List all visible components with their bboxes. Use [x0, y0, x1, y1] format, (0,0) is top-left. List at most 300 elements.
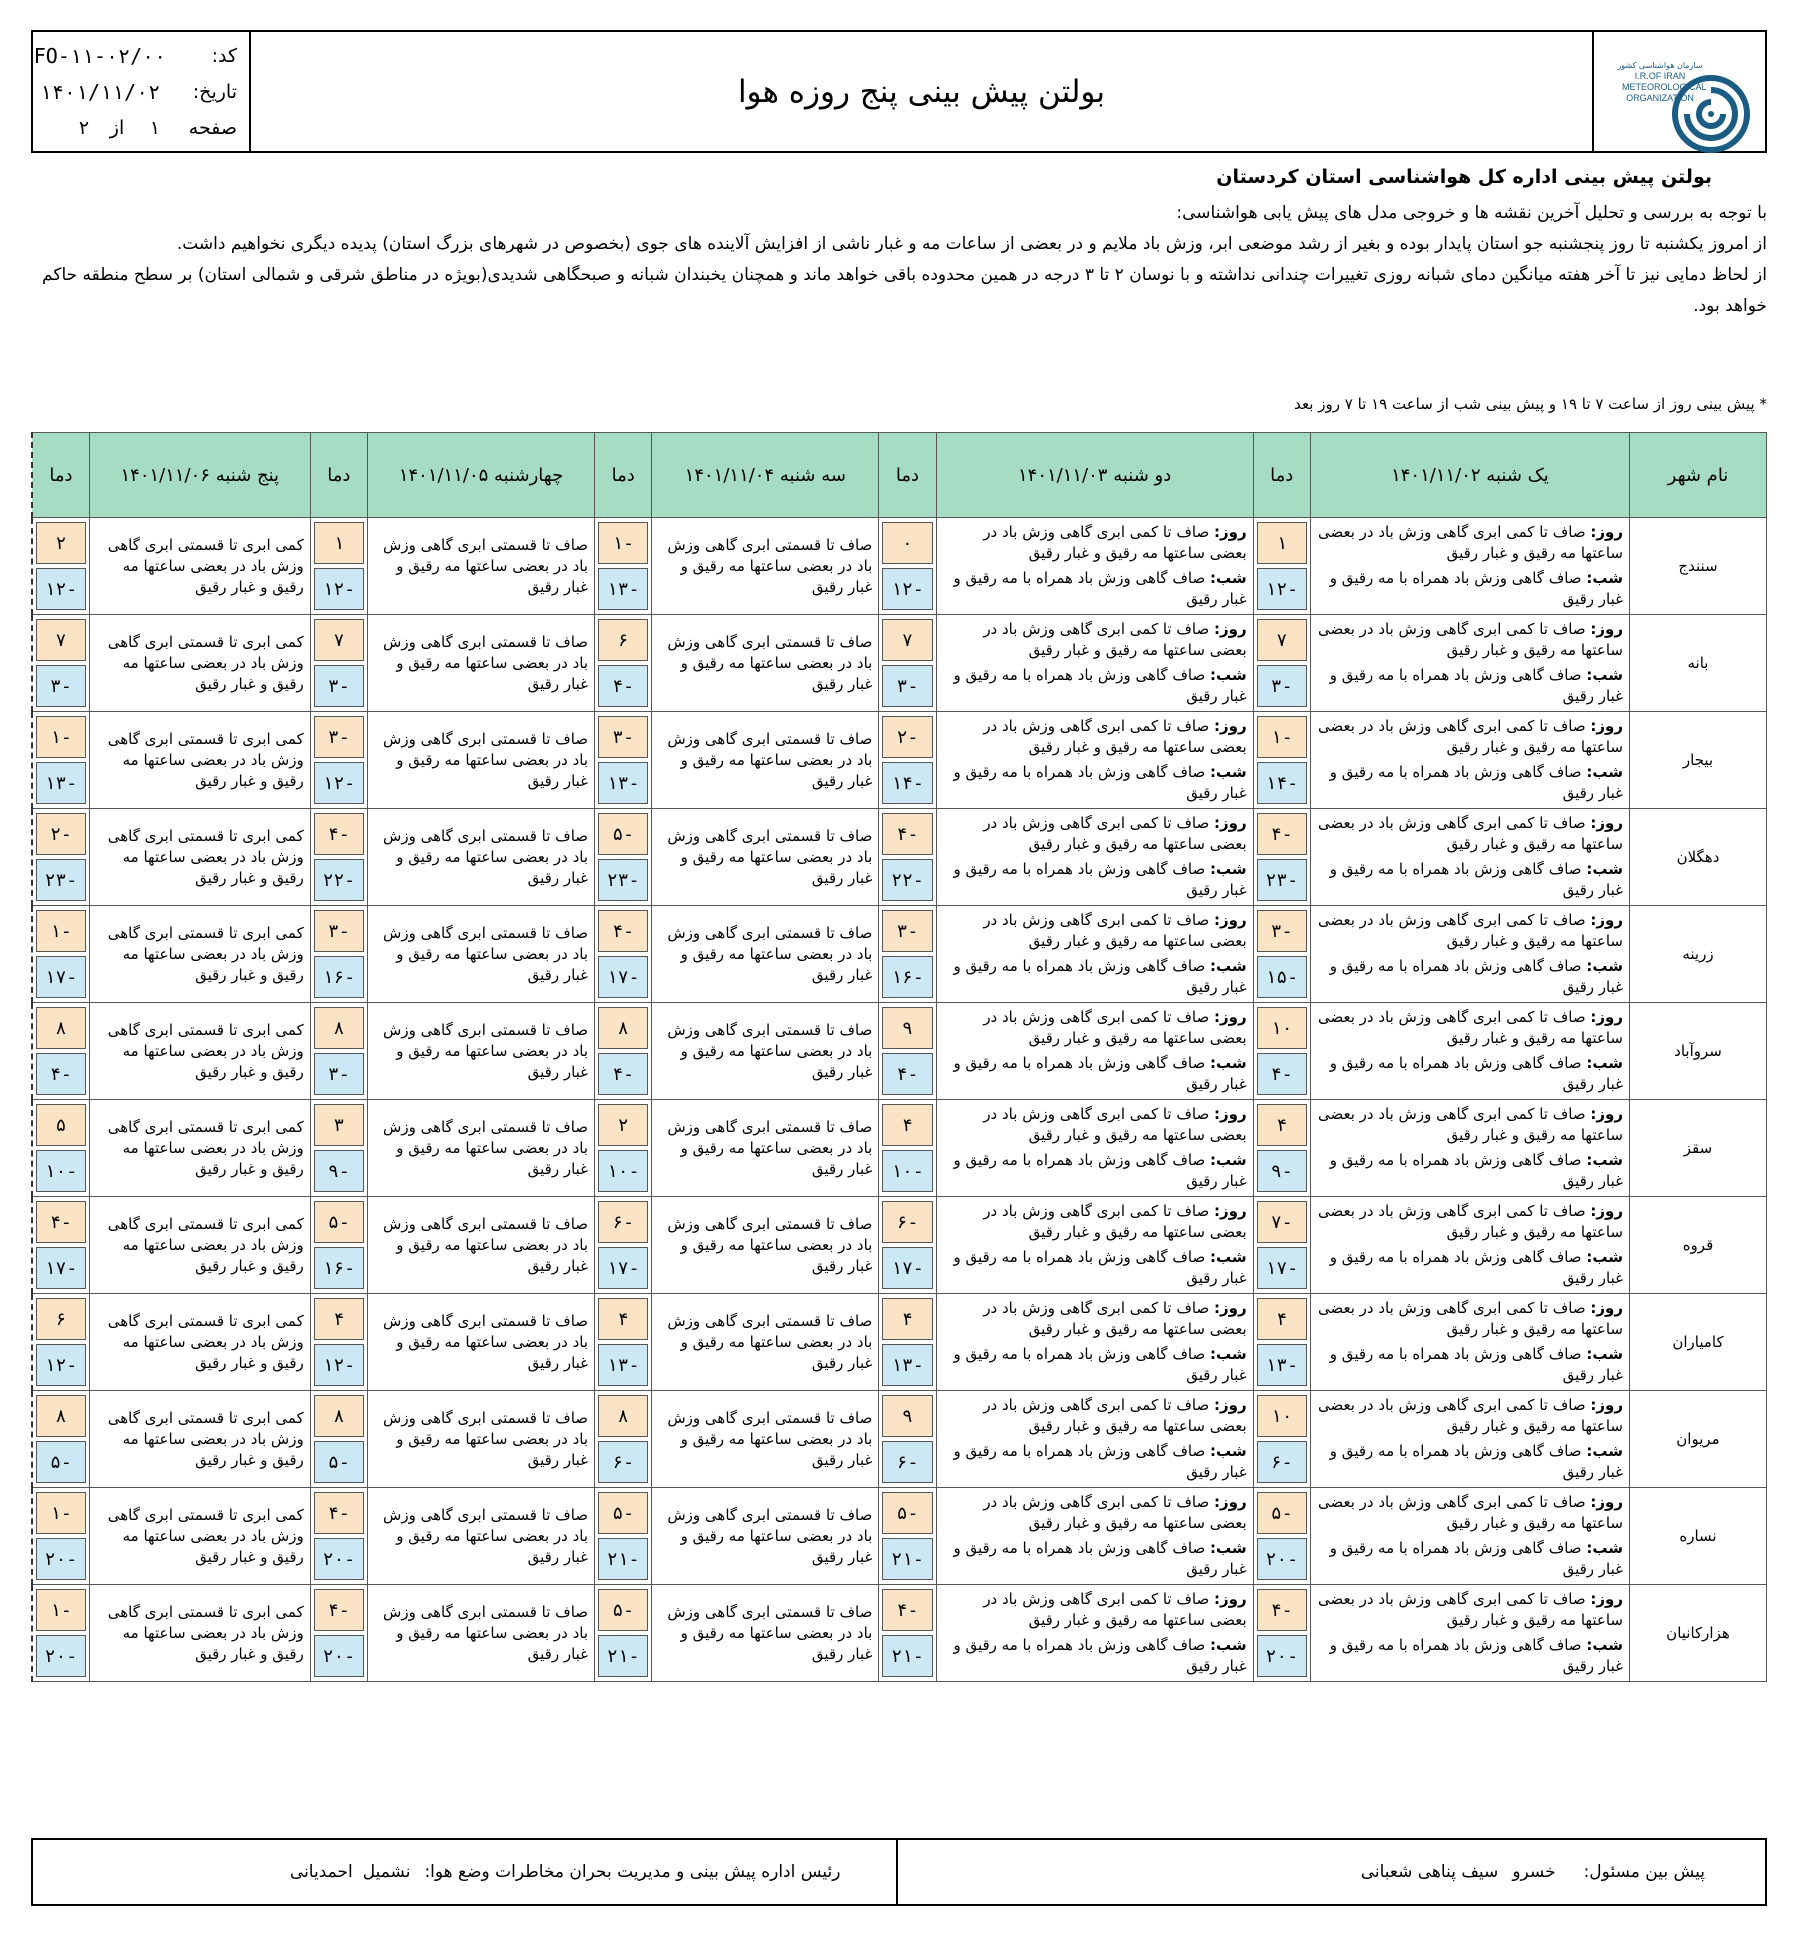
max-temp: -۵ [598, 813, 648, 855]
day-forecast [943, 522, 1247, 564]
min-temp: -۲۱ [598, 1538, 648, 1580]
temp-header: دما [879, 433, 936, 518]
night-text: صاف گاهی وزش باد همراه با مه رقیق و غبار رقیق [953, 1442, 1247, 1481]
forecast-description [1310, 1197, 1629, 1294]
temperature-cell [1253, 906, 1310, 1003]
min-temp: -۱۲ [882, 568, 932, 610]
day-label: روز: [1214, 620, 1247, 638]
forecast-text: کمی ابری تا قسمتی ابری گاهی وزش باد در بعضی ساعتها مه رقیق و غبار رقیق [107, 1311, 304, 1372]
table-row [32, 518, 1767, 615]
day-header: چهارشنبه ۱۴۰۱/۱۱/۰۵ [368, 433, 595, 518]
day-label: روز: [1214, 1202, 1247, 1220]
forecast-description [368, 906, 595, 1003]
night-label: شب: [1209, 569, 1247, 587]
min-temp: -۴ [1257, 1053, 1307, 1095]
day-label: روز: [1590, 1396, 1623, 1414]
min-temp: -۱۳ [1257, 1344, 1307, 1386]
max-temp: ۸ [36, 1007, 86, 1049]
logo-text-fa: سازمان هواشناسی کشور [1617, 61, 1703, 70]
night-text: صاف گاهی وزش باد همراه با مه رقیق و غبار رقیق [1329, 1248, 1623, 1287]
night-label: شب: [1209, 666, 1247, 684]
day-header: یک شنبه ۱۴۰۱/۱۱/۰۲ [1310, 433, 1629, 518]
max-temp: ۴ [1257, 1104, 1307, 1146]
day-forecast [943, 1104, 1247, 1146]
night-forecast [1317, 1441, 1623, 1483]
night-forecast [1317, 1150, 1623, 1192]
forecast-description [368, 1100, 595, 1197]
night-text: صاف گاهی وزش باد همراه با مه رقیق و غبار رقیق [1329, 1442, 1623, 1481]
table-row [32, 809, 1767, 906]
temperature-cell [310, 1003, 367, 1100]
forecast-text: صاف تا قسمتی ابری گاهی وزش باد در بعضی ساعتها مه رقیق و غبار رقیق [667, 1408, 873, 1469]
forecast-text: کمی ابری تا قسمتی ابری گاهی وزش باد در بعضی ساعتها مه رقیق و غبار رقیق [107, 826, 304, 887]
forecast-description [1310, 906, 1629, 1003]
temperature-cell [310, 1391, 367, 1488]
day-header: سه شنبه ۱۴۰۱/۱۱/۰۴ [652, 433, 879, 518]
logo [1592, 32, 1765, 151]
forecast-description [936, 1488, 1253, 1585]
night-forecast [943, 568, 1247, 610]
forecast-description [652, 615, 879, 712]
day-forecast [1317, 1589, 1623, 1631]
min-temp: -۳ [314, 1053, 364, 1095]
head-label: رئیس اداره پیش بینی و مدیریت بحران مخاطرات وضع هوا: [424, 1862, 841, 1882]
temperature-cell [310, 1294, 367, 1391]
max-temp: ۴ [314, 1298, 364, 1340]
night-label: شب: [1209, 957, 1247, 975]
forecast-description [368, 1003, 595, 1100]
forecast-description [936, 1294, 1253, 1391]
temperature-cell [595, 809, 652, 906]
head-last-name: احمدیانی [289, 1862, 353, 1882]
temp-header: دما [32, 433, 89, 518]
forecast-description [89, 1003, 310, 1100]
min-temp: -۳ [314, 665, 364, 707]
forecast-text: کمی ابری تا قسمتی ابری گاهی وزش باد در بعضی ساعتها مه رقیق و غبار رقیق [107, 1117, 304, 1178]
page-row [33, 112, 249, 144]
temperature-cell [1253, 1488, 1310, 1585]
forecast-description [368, 809, 595, 906]
max-temp: ۸ [598, 1395, 648, 1437]
day-forecast [1317, 522, 1623, 564]
temperature-cell [32, 906, 89, 1003]
min-temp: -۲۰ [36, 1538, 86, 1580]
max-temp: ۸ [314, 1007, 364, 1049]
temperature-cell [32, 1003, 89, 1100]
forecast-text: کمی ابری تا قسمتی ابری گاهی وزش باد در بعضی ساعتها مه رقیق و غبار رقیق [107, 1020, 304, 1081]
day-label: روز: [1214, 1396, 1247, 1414]
day-text: صاف تا کمی ابری گاهی وزش باد در بعضی ساعتها مه رقیق و غبار رقیق [1317, 1299, 1623, 1338]
forecast-description [936, 712, 1253, 809]
night-text: صاف گاهی وزش باد همراه با مه رقیق و غبار رقیق [1329, 1345, 1623, 1384]
max-temp: -۲ [36, 813, 86, 855]
forecast-text: صاف تا قسمتی ابری گاهی وزش باد در بعضی ساعتها مه رقیق و غبار رقیق [383, 1020, 589, 1081]
day-forecast [1317, 619, 1623, 661]
night-text: صاف گاهی وزش باد همراه با مه رقیق و غبار رقیق [953, 1539, 1247, 1578]
day-text: صاف تا کمی ابری گاهی وزش باد در بعضی ساعتها مه رقیق و غبار رقیق [983, 1105, 1247, 1144]
night-forecast [943, 1441, 1247, 1483]
day-text: صاف تا کمی ابری گاهی وزش باد در بعضی ساعتها مه رقیق و غبار رقیق [1317, 1105, 1623, 1144]
forecast-description [652, 1585, 879, 1682]
forecast-description [89, 712, 310, 809]
night-label: شب: [1586, 666, 1623, 684]
night-forecast [1317, 762, 1623, 804]
temperature-cell [595, 1100, 652, 1197]
night-text: صاف گاهی وزش باد همراه با مه رقیق و غبار رقیق [953, 666, 1247, 705]
forecast-description [1310, 1100, 1629, 1197]
max-temp: -۱ [36, 716, 86, 758]
min-temp: -۱۵ [1257, 956, 1307, 998]
forecast-text: صاف تا قسمتی ابری گاهی وزش باد در بعضی ساعتها مه رقیق و غبار رقیق [667, 1505, 873, 1566]
min-temp: -۵ [314, 1441, 364, 1483]
table-row [32, 1197, 1767, 1294]
forecast-description [936, 906, 1253, 1003]
day-text: صاف تا کمی ابری گاهی وزش باد در بعضی ساعتها مه رقیق و غبار رقیق [983, 1590, 1247, 1629]
night-forecast [1317, 1344, 1623, 1386]
temperature-cell [32, 615, 89, 712]
table-row [32, 1100, 1767, 1197]
night-forecast [943, 1053, 1247, 1095]
min-temp: -۱۶ [882, 956, 932, 998]
forecast-table [31, 432, 1767, 1682]
day-forecast [1317, 1395, 1623, 1437]
temperature-cell [1253, 809, 1310, 906]
night-forecast [1317, 1538, 1623, 1580]
table-row [32, 1391, 1767, 1488]
forecast-text: صاف تا قسمتی ابری گاهی وزش باد در بعضی ساعتها مه رقیق و غبار رقیق [667, 632, 873, 693]
night-forecast [1317, 956, 1623, 998]
max-temp: ۳ [314, 1104, 364, 1146]
night-text: صاف گاهی وزش باد همراه با مه رقیق و غبار رقیق [953, 763, 1247, 802]
max-temp: ۲ [36, 522, 86, 564]
max-temp: ۴ [598, 1298, 648, 1340]
city-name: بیجار [1629, 712, 1766, 809]
max-temp: ۵ [36, 1104, 86, 1146]
night-text: صاف گاهی وزش باد همراه با مه رقیق و غبار رقیق [953, 1345, 1247, 1384]
temperature-cell [595, 1488, 652, 1585]
date-row [33, 76, 249, 108]
forecast-description [368, 1294, 595, 1391]
temperature-cell [32, 1585, 89, 1682]
night-forecast [943, 1538, 1247, 1580]
day-label: روز: [1214, 814, 1247, 832]
night-label: شب: [1209, 1345, 1247, 1363]
city-name: قروه [1629, 1197, 1766, 1294]
forecast-text: صاف تا قسمتی ابری گاهی وزش باد در بعضی ساعتها مه رقیق و غبار رقیق [667, 1214, 873, 1275]
day-text: صاف تا کمی ابری گاهی وزش باد در بعضی ساعتها مه رقیق و غبار رقیق [983, 717, 1247, 756]
department-head [33, 1840, 896, 1904]
met-organization-logo-icon [1671, 74, 1751, 154]
night-forecast [1317, 665, 1623, 707]
day-label: روز: [1214, 911, 1247, 929]
max-temp: -۴ [314, 1589, 364, 1631]
forecast-description [89, 1585, 310, 1682]
city-name: سقز [1629, 1100, 1766, 1197]
day-text: صاف تا کمی ابری گاهی وزش باد در بعضی ساعتها مه رقیق و غبار رقیق [1317, 911, 1623, 950]
max-temp: ۷ [882, 619, 932, 661]
day-forecast [1317, 813, 1623, 855]
forecast-description [652, 1294, 879, 1391]
max-temp: -۴ [598, 910, 648, 952]
max-temp: ۱ [1257, 522, 1307, 564]
temperature-cell [879, 1488, 936, 1585]
night-text: صاف گاهی وزش باد همراه با مه رقیق و غبار رقیق [953, 1248, 1247, 1287]
max-temp: -۵ [598, 1589, 648, 1631]
day-forecast [1317, 1007, 1623, 1049]
max-temp: -۶ [598, 1201, 648, 1243]
min-temp: -۲۲ [882, 859, 932, 901]
max-temp: ۱ [314, 522, 364, 564]
max-temp: -۴ [314, 1492, 364, 1534]
night-label: شب: [1209, 1151, 1247, 1169]
day-text: صاف تا کمی ابری گاهی وزش باد در بعضی ساعتها مه رقیق و غبار رقیق [1317, 1202, 1623, 1241]
max-temp: ۴ [882, 1298, 932, 1340]
table-row [32, 1585, 1767, 1682]
max-temp: -۴ [882, 1589, 932, 1631]
forecast-text: صاف تا قسمتی ابری گاهی وزش باد در بعضی ساعتها مه رقیق و غبار رقیق [383, 535, 589, 596]
day-text: صاف تا کمی ابری گاهی وزش باد در بعضی ساعتها مه رقیق و غبار رقیق [983, 814, 1247, 853]
day-text: صاف تا کمی ابری گاهی وزش باد در بعضی ساعتها مه رقیق و غبار رقیق [1317, 620, 1623, 659]
max-temp: -۱ [598, 522, 648, 564]
city-name: مریوان [1629, 1391, 1766, 1488]
max-temp: ۷ [36, 619, 86, 661]
forecast-text: کمی ابری تا قسمتی ابری گاهی وزش باد در بعضی ساعتها مه رقیق و غبار رقیق [107, 1214, 304, 1275]
day-label: روز: [1214, 1590, 1247, 1608]
head-first-name: نشمیل [362, 1862, 411, 1882]
min-temp: -۱۷ [598, 1247, 648, 1289]
forecast-description [1310, 518, 1629, 615]
page-total: ۲ [78, 117, 90, 139]
day-forecast [1317, 910, 1623, 952]
bulletin-header [31, 30, 1767, 153]
min-temp: -۲۱ [598, 1635, 648, 1677]
min-temp: -۱۷ [598, 956, 648, 998]
min-temp: -۱۲ [314, 1344, 364, 1386]
day-text: صاف تا کمی ابری گاهی وزش باد در بعضی ساعتها مه رقیق و غبار رقیق [1317, 717, 1623, 756]
night-text: صاف گاهی وزش باد همراه با مه رقیق و غبار رقیق [1329, 569, 1623, 608]
forecast-text: کمی ابری تا قسمتی ابری گاهی وزش باد در بعضی ساعتها مه رقیق و غبار رقیق [107, 1408, 304, 1469]
day-label: روز: [1214, 1493, 1247, 1511]
day-forecast [943, 1201, 1247, 1243]
max-temp: -۴ [1257, 813, 1307, 855]
day-text: صاف تا کمی ابری گاهی وزش باد در بعضی ساعتها مه رقیق و غبار رقیق [1317, 523, 1623, 562]
forecast-text: کمی ابری تا قسمتی ابری گاهی وزش باد در بعضی ساعتها مه رقیق و غبار رقیق [107, 1505, 304, 1566]
forecast-description [89, 809, 310, 906]
forecaster [896, 1840, 1766, 1904]
forecast-description [936, 1003, 1253, 1100]
temp-header: دما [1253, 433, 1310, 518]
forecast-description [89, 906, 310, 1003]
day-text: صاف تا کمی ابری گاهی وزش باد در بعضی ساعتها مه رقیق و غبار رقیق [983, 523, 1247, 562]
day-label: روز: [1590, 1105, 1623, 1123]
day-forecast [943, 1492, 1247, 1534]
night-label: شب: [1586, 1151, 1623, 1169]
day-label: روز: [1590, 1008, 1623, 1026]
temperature-cell [879, 1003, 936, 1100]
max-temp: ۰ [882, 522, 932, 564]
night-text: صاف گاهی وزش باد همراه با مه رقیق و غبار رقیق [1329, 763, 1623, 802]
forecast-description [652, 712, 879, 809]
max-temp: ۹ [882, 1007, 932, 1049]
temperature-cell [310, 1197, 367, 1294]
max-temp: ۸ [314, 1395, 364, 1437]
day-label: روز: [1590, 1590, 1623, 1608]
temperature-cell [879, 1197, 936, 1294]
min-temp: -۱۲ [36, 568, 86, 610]
min-temp: -۱۷ [36, 1247, 86, 1289]
forecast-description [936, 1391, 1253, 1488]
day-label: روز: [1214, 1105, 1247, 1123]
temperature-cell [1253, 1391, 1310, 1488]
forecast-text: صاف تا قسمتی ابری گاهی وزش باد در بعضی ساعتها مه رقیق و غبار رقیق [383, 729, 589, 790]
night-text: صاف گاهی وزش باد همراه با مه رقیق و غبار رقیق [953, 1636, 1247, 1675]
temperature-cell [310, 809, 367, 906]
temp-header: دما [310, 433, 367, 518]
forecast-text: صاف تا قسمتی ابری گاهی وزش باد در بعضی ساعتها مه رقیق و غبار رقیق [383, 632, 589, 693]
day-label: روز: [1590, 523, 1623, 541]
day-label: روز: [1214, 717, 1247, 735]
min-temp: -۶ [882, 1441, 932, 1483]
forecast-description [936, 518, 1253, 615]
min-temp: -۱۴ [882, 762, 932, 804]
day-forecast [943, 1298, 1247, 1340]
forecast-description [1310, 1585, 1629, 1682]
temperature-cell [595, 1294, 652, 1391]
table-row [32, 615, 1767, 712]
temperature-cell [310, 1488, 367, 1585]
day-text: صاف تا کمی ابری گاهی وزش باد در بعضی ساعتها مه رقیق و غبار رقیق [983, 620, 1247, 659]
footer-signatures [31, 1838, 1767, 1906]
night-label: شب: [1586, 569, 1623, 587]
forecast-description [936, 1585, 1253, 1682]
day-forecast [1317, 1298, 1623, 1340]
forecast-text: صاف تا قسمتی ابری گاهی وزش باد در بعضی ساعتها مه رقیق و غبار رقیق [383, 923, 589, 984]
city-name: کامیاران [1629, 1294, 1766, 1391]
table-row [32, 906, 1767, 1003]
temperature-cell [1253, 712, 1310, 809]
night-forecast [943, 1344, 1247, 1386]
temperature-cell [879, 712, 936, 809]
page-label: صفحه [188, 117, 237, 139]
title-area [251, 32, 1592, 151]
min-temp: -۴ [882, 1053, 932, 1095]
day-forecast [943, 1395, 1247, 1437]
forecast-description [1310, 1003, 1629, 1100]
forecast-text: صاف تا قسمتی ابری گاهی وزش باد در بعضی ساعتها مه رقیق و غبار رقیق [383, 1311, 589, 1372]
day-forecast [943, 1589, 1247, 1631]
day-label: روز: [1590, 1202, 1623, 1220]
day-label: روز: [1590, 1299, 1623, 1317]
temperature-cell [32, 809, 89, 906]
day-label: روز: [1214, 523, 1247, 541]
max-temp: -۱ [36, 1589, 86, 1631]
night-label: شب: [1586, 1539, 1623, 1557]
page-title: بولتن پیش بینی پنج روزه هوا [737, 73, 1106, 110]
max-temp: -۵ [598, 1492, 648, 1534]
temperature-cell [1253, 1100, 1310, 1197]
forecast-description [936, 1100, 1253, 1197]
min-temp: -۲۱ [882, 1635, 932, 1677]
night-label: شب: [1209, 1054, 1247, 1072]
city-name: سروآباد [1629, 1003, 1766, 1100]
max-temp: -۳ [598, 716, 648, 758]
night-label: شب: [1586, 1345, 1623, 1363]
night-forecast [1317, 1635, 1623, 1677]
day-text: صاف تا کمی ابری گاهی وزش باد در بعضی ساعتها مه رقیق و غبار رقیق [1317, 1493, 1623, 1532]
document-meta [33, 32, 251, 151]
min-temp: -۳ [36, 665, 86, 707]
max-temp: -۵ [314, 1201, 364, 1243]
max-temp: ۱۰ [1257, 1007, 1307, 1049]
min-temp: -۲۰ [36, 1635, 86, 1677]
min-temp: -۱۷ [1257, 1247, 1307, 1289]
temperature-cell [32, 1294, 89, 1391]
max-temp: ۱۰ [1257, 1395, 1307, 1437]
min-temp: -۵ [36, 1441, 86, 1483]
intro-paragraph-1: از امروز یکشنبه تا روز پنجشنبه جو استان پایدار بوده و بغیر از رشد موضعی ابر، وزش باد ملایم و در بعضی از ساعات مه و غبار ناشی از افزایش آلاینده های جوی (بخصوص در شهرهای بزرگ استان) پدیده دیگری نخواهیم داشت. [176, 234, 1767, 254]
night-label: شب: [1209, 763, 1247, 781]
forecast-description [89, 1197, 310, 1294]
forecast-description [652, 1488, 879, 1585]
night-text: صاف گاهی وزش باد همراه با مه رقیق و غبار رقیق [1329, 666, 1623, 705]
night-label: شب: [1586, 1248, 1623, 1266]
night-forecast [1317, 568, 1623, 610]
night-label: شب: [1209, 1442, 1247, 1460]
night-forecast [943, 956, 1247, 998]
forecast-description [936, 615, 1253, 712]
min-temp: -۱۳ [598, 762, 648, 804]
night-text: صاف گاهی وزش باد همراه با مه رقیق و غبار رقیق [1329, 1151, 1623, 1190]
min-temp: -۶ [1257, 1441, 1307, 1483]
temperature-cell [1253, 518, 1310, 615]
day-text: صاف تا کمی ابری گاهی وزش باد در بعضی ساعتها مه رقیق و غبار رقیق [1317, 1590, 1623, 1629]
temperature-cell [32, 1391, 89, 1488]
forecast-description [936, 809, 1253, 906]
day-label: روز: [1590, 911, 1623, 929]
forecast-description [368, 1197, 595, 1294]
min-temp: -۲۰ [1257, 1538, 1307, 1580]
forecast-description [1310, 809, 1629, 906]
forecast-text: صاف تا قسمتی ابری گاهی وزش باد در بعضی ساعتها مه رقیق و غبار رقیق [667, 1311, 873, 1372]
forecast-description [1310, 1488, 1629, 1585]
min-temp: -۱۲ [314, 568, 364, 610]
day-text: صاف تا کمی ابری گاهی وزش باد در بعضی ساعتها مه رقیق و غبار رقیق [983, 911, 1247, 950]
forecast-text: کمی ابری تا قسمتی ابری گاهی وزش باد در بعضی ساعتها مه رقیق و غبار رقیق [107, 1602, 304, 1663]
date-label: تاریخ: [192, 81, 237, 103]
min-temp: -۲۱ [882, 1538, 932, 1580]
max-temp: ۸ [598, 1007, 648, 1049]
max-temp: -۳ [314, 910, 364, 952]
table-row [32, 1294, 1767, 1391]
forecast-description [652, 1197, 879, 1294]
temperature-cell [32, 1197, 89, 1294]
max-temp: -۷ [1257, 1201, 1307, 1243]
temperature-cell [879, 1391, 936, 1488]
temperature-cell [595, 1003, 652, 1100]
day-text: صاف تا کمی ابری گاهی وزش باد در بعضی ساعتها مه رقیق و غبار رقیق [983, 1396, 1247, 1435]
max-temp: -۵ [882, 1492, 932, 1534]
night-forecast [1317, 1247, 1623, 1289]
forecast-description [89, 518, 310, 615]
max-temp: -۶ [882, 1201, 932, 1243]
temperature-cell [310, 518, 367, 615]
temperature-cell [879, 1100, 936, 1197]
forecast-description [368, 1391, 595, 1488]
forecast-description [652, 1003, 879, 1100]
night-forecast [943, 1635, 1247, 1677]
forecast-description [368, 712, 595, 809]
forecast-text: صاف تا قسمتی ابری گاهی وزش باد در بعضی ساعتها مه رقیق و غبار رقیق [383, 1505, 589, 1566]
